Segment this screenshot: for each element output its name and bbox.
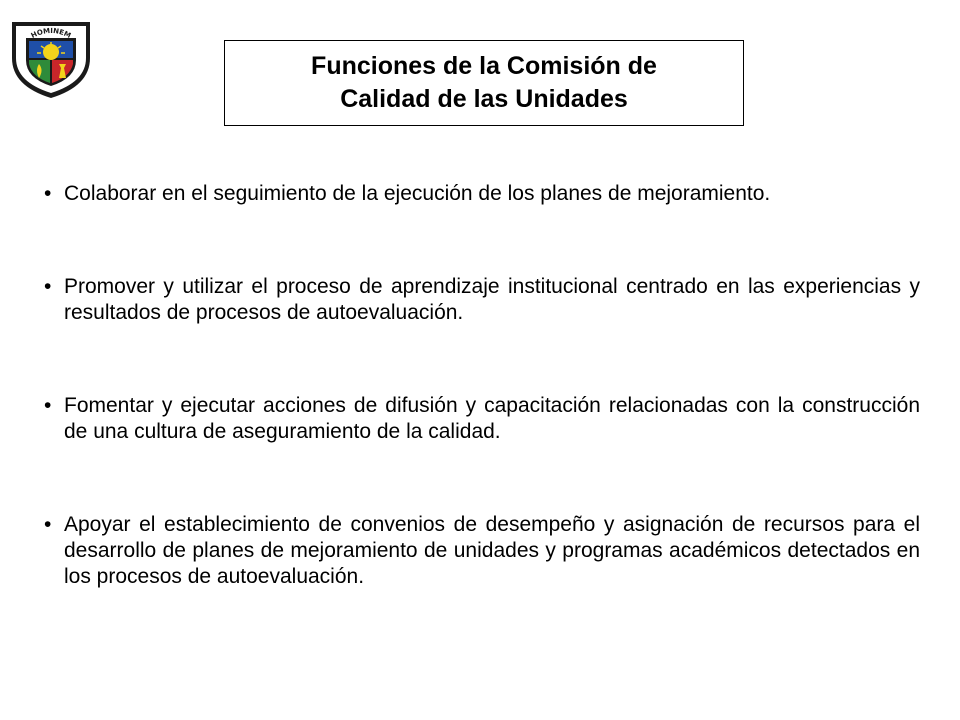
bullet-text: Fomentar y ejecutar acciones de difusión y capacitación relacionadas con la construcción de una cultura de aseguramiento de la calidad. xyxy=(64,394,920,443)
bullet-icon: • xyxy=(44,275,52,298)
crest-motto-top: HOMINEM xyxy=(29,26,73,40)
bullet-text: Colaborar en el seguimiento de la ejecución de los planes de mejoramiento. xyxy=(64,182,771,205)
crest-graphic xyxy=(8,14,94,100)
crest-sun xyxy=(43,44,59,60)
bullet-icon: • xyxy=(44,394,52,417)
bullet-text: Apoyar el establecimiento de convenios de desempeño y asignación de recursos para el desarrollo de planes de mejoramiento de unidades y programas académicos detectados en los procesos de autoevaluación. xyxy=(64,513,920,588)
bullet-item xyxy=(44,181,920,207)
bullet-list xyxy=(44,181,920,590)
university-crest-icon xyxy=(8,14,94,100)
bullet-item xyxy=(44,274,920,326)
page-title-line-1: Funciones de la Comisión de xyxy=(311,52,657,80)
bullet-icon: • xyxy=(44,513,52,536)
bullet-text: Promover y utilizar el proceso de aprendizaje institucional centrado en las experiencias y resultados de procesos de autoevaluación. xyxy=(64,275,920,324)
bullet-item xyxy=(44,393,920,445)
title-box xyxy=(224,40,744,126)
page-title-line-2: Calidad de las Unidades xyxy=(340,85,628,113)
bullet-icon: • xyxy=(44,182,52,205)
bullet-item xyxy=(44,512,920,590)
